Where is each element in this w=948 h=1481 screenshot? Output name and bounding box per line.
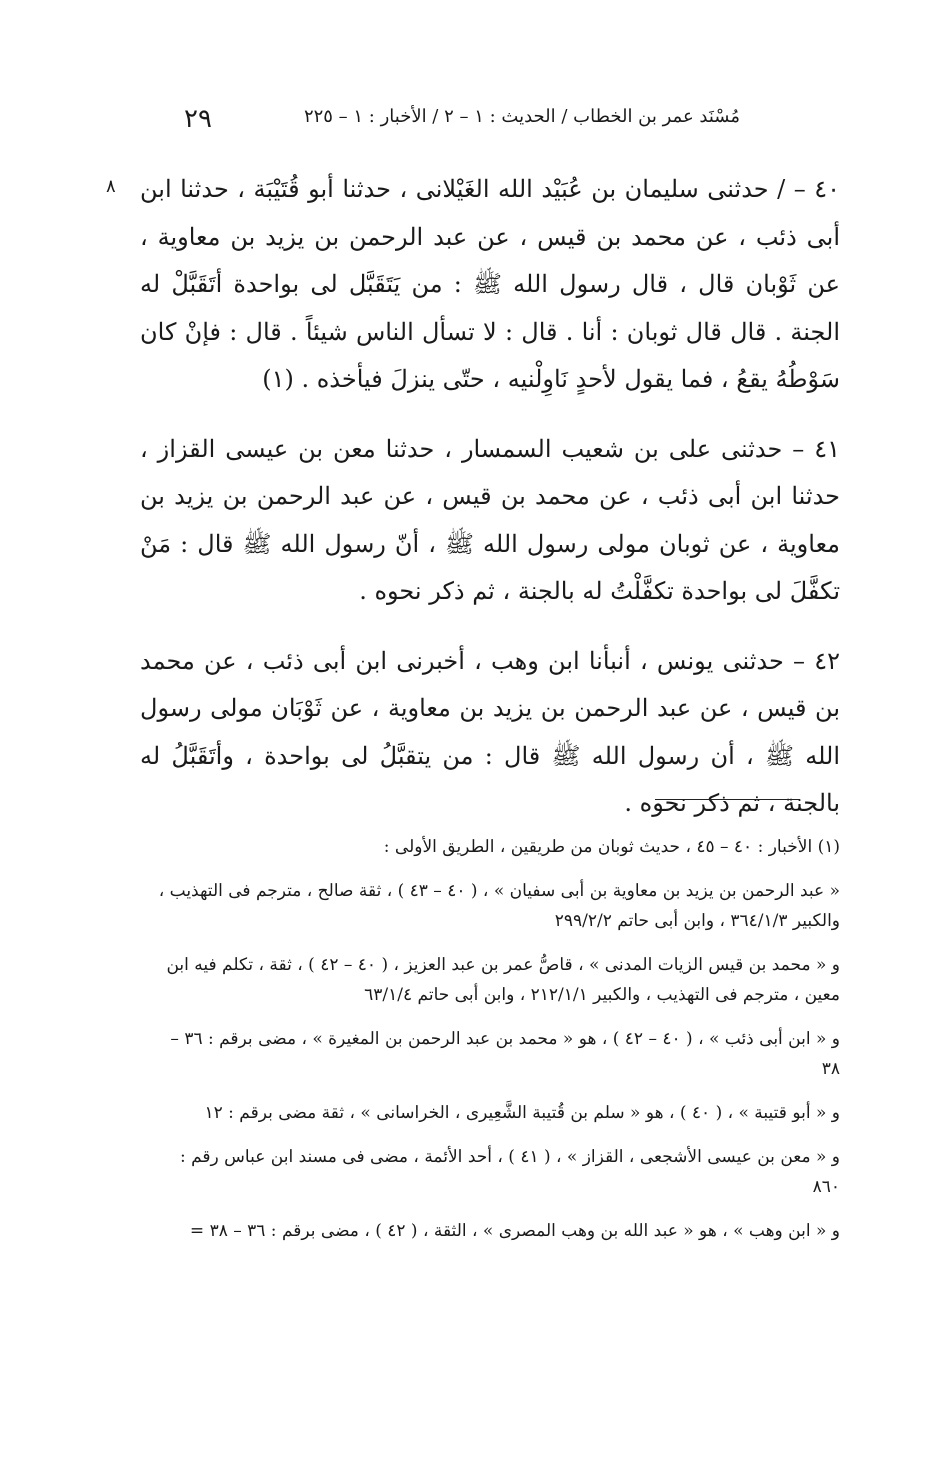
running-head: مُسْنَد عمر بن الخطاب / الحديث : ١ – ٢ / الأخبار : ١ – ٢٢٥ xyxy=(303,106,740,127)
footnote-entry: و « ابن وهب » ، هو « عبد الله بن وهب المصرى » ، الثقة ، ( ٤٢ ) ، مضى برقم : ٣٦ – ٣٨ = xyxy=(189,1221,840,1241)
hadith-40 xyxy=(140,166,840,404)
footnote-1-heading: (١) الأخبار : ٤٠ – ٤٥ ، حديث ثوبان من طريقين ، الطريق الأولى : xyxy=(383,837,840,857)
footnote-entry: و « ابن أبى ذئب » ، ( ٤٠ – ٤٢ ) ، هو « محمد بن عبد الرحمن بن المغيرة » ، مضى برقم : ٣٦ – ٣٨ xyxy=(170,1029,840,1079)
footnote-entry: و « محمد بن قيس الزيات المدنى » ، قاصُّ عمر بن عبد العزيز ، ( ٤٠ – ٤٢ ) ، ثقة ، تكلم فيه ابن معين ، مترجم فى التهذيب ، والكبير ٢١٢/١/١ ، وابن أبى حاتم ٦٣/١/٤ xyxy=(166,955,840,1005)
footnote-entry: و « أبو قتيبة » ، ( ٤٠ ) ، هو « سلم بن قُتيبة الشَّعِيرى ، الخراسانى » ، ثقة مضى برقم : ١٢ xyxy=(204,1103,840,1123)
hadith-text: ٤١ – حدثنى على بن شعيب السمسار ، حدثنا معن بن عيسى القزاز ، حدثنا ابن أبى ذئب ، عن محمد بن قيس ، عن عبد الرحمن بن يزيد بن معاوية ، عن ثوبان مولى رسول الله ﷺ ، أنّ رسول الله ﷺ قال : مَنْ تكفَّلَ لى بواحدة تكفَّلْتُ له بالجنة ، ثم ذكر نحوه . xyxy=(140,434,840,605)
footnotes xyxy=(150,832,840,1260)
page-number: ٢٩ xyxy=(184,104,212,134)
margin-page-reference: ٨ xyxy=(106,176,116,197)
footnote-entry: و « معن بن عيسى الأشجعى ، القزاز » ، ( ٤١ ) ، أحد الأئمة ، مضى فى مسند ابن عباس رقم : ٨٦٠ xyxy=(179,1147,840,1197)
hadith-text: ٤٠ – / حدثنى سليمان بن عُبَيْد الله الغَيْلانى ، حدثنا أبو قُتَيْبَة ، حدثنا ابن أبى ذئب ، عن محمد بن قيس ، عن عبد الرحمن بن يزيد بن معاوية ، عن ثَوْبان قال ، قال رسول الله ﷺ : من يَتَقَبَّل لى بواحدة أتَقَبَّلْ له الجنة . قال قال ثوبان : أنا . قال : لا تسأل الناس شيئاً . قال : فإنْ كان سَوْطُهُ يقعُ ، فما يقول لأحدٍ نَاوِلْنيه ، حتّى ينزلَ فيأخذه . (١) xyxy=(140,175,840,393)
main-text xyxy=(140,166,840,850)
hadith-41 xyxy=(140,426,840,616)
page-header xyxy=(160,100,740,140)
hadith-text: ٤٢ – حدثنى يونس ، أنبأنا ابن وهب ، أخبرنى ابن أبى ذئب ، عن محمد بن قيس ، عن عبد الرحمن بن يزيد بن معاوية ، عن ثَوْبَان مولى رسول الله ﷺ ، أن رسول الله ﷺ قال : من يتقبَّلُ لى بواحدة ، وأتَقَبَّلُ له بالجنة ، ثم ذكر نحوه . xyxy=(140,646,840,817)
footnote-entry: « عبد الرحمن بن يزيد بن معاوية بن أبى سفيان » ، ( ٤٠ – ٤٣ ) ، ثقة صالح ، مترجم فى التهذيب ، والكبير ٣٦٤/١/٣ ، وابن أبى حاتم ٢٩٩/٢/٢ xyxy=(158,881,840,931)
footnote-separator xyxy=(655,799,800,800)
